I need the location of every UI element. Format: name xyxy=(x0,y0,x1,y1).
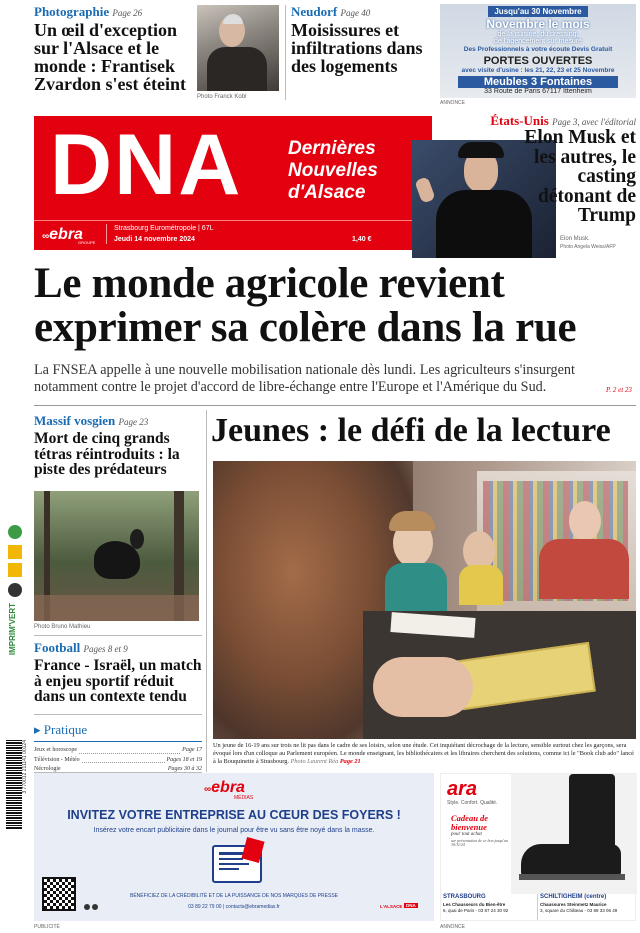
pratique-page: Pages 18 et 19 xyxy=(166,756,202,763)
ara-logo: ara xyxy=(447,778,478,800)
musk-caption: Elon Musk. xyxy=(560,236,590,242)
sticker-icon xyxy=(8,563,22,577)
gift-text: Cadeau de bienvenue pour tout achat sur présentation de ce bon jusqu'au 30/11/24 xyxy=(451,813,508,848)
kicker: Photographie xyxy=(34,4,110,19)
kicker: Massif vosgien xyxy=(34,413,116,428)
title-line: Dernières xyxy=(288,138,376,159)
ebra-logo: ∞ebra xyxy=(42,226,83,243)
football-story[interactable] xyxy=(34,640,202,705)
top-left-story[interactable] xyxy=(34,4,194,93)
page-ref: Page 26 xyxy=(112,8,143,18)
ebra-sub: GROUPE xyxy=(78,240,96,245)
jeunes-headline[interactable]: Jeunes : le défi de la lecture xyxy=(211,412,611,449)
linkedin-icon[interactable] xyxy=(92,904,98,910)
lead-headline[interactable]: Le monde agricole revient exprimer sa colère dans la rue xyxy=(34,260,577,352)
ebra-logo: ∞ebra xyxy=(204,779,245,796)
ad-contact: 03 89 22 79 00 | contacts@ebramedias.fr xyxy=(188,904,280,910)
ad-line: Des Professionnels à votre écoute Devis Gratuit xyxy=(463,46,613,53)
ara-tagline: Style. Confort. Qualité. xyxy=(447,800,498,806)
lead-pages: P. 2 et 23 xyxy=(606,386,632,394)
barcode-number: 3 770012 211141 00124 xyxy=(22,740,28,794)
ad-line: Meubles 3 Fontaines xyxy=(458,76,618,88)
ad-line: Jusqu'au 30 Novembre xyxy=(488,6,588,17)
sticker-icon xyxy=(8,545,22,559)
kicker: Football xyxy=(34,640,81,655)
photo-credit: Photo Franck Kobi xyxy=(197,94,247,100)
ad-line: de la cuisine, du dressing, xyxy=(497,31,579,38)
ad-subtitle: Insérez votre encart publicitaire dans le journal pour être vu sans être noyé dans la masse. xyxy=(93,827,375,834)
boot-photo xyxy=(511,774,637,894)
sidebar-icons xyxy=(8,525,22,725)
facebook-icon[interactable] xyxy=(84,904,90,910)
headline: Moisissures et infiltrations dans des logements xyxy=(291,20,423,76)
logo: DNA xyxy=(50,117,243,213)
pratique-page: Pages 30 à 32 xyxy=(167,766,202,773)
title-line: Nouvelles xyxy=(288,159,378,181)
ad-line: PORTES OUVERTES xyxy=(483,55,593,67)
headline: Un œil d'exception sur l'Alsace et le monde : Frantisek Zvardon s'est éteint xyxy=(34,20,186,94)
pratique-label: Jeux et horoscope xyxy=(34,747,77,753)
ad-tag: ANNONCE xyxy=(440,924,466,930)
ad-line: 33 Route de Paris 67117 Ittenheim xyxy=(484,88,592,95)
ebra-sub: MÉDIAS xyxy=(234,795,254,801)
date: Jeudi 14 novembre 2024 xyxy=(114,236,195,243)
pratique-title: ▸ Pratique xyxy=(34,722,88,737)
ad-line: de l'agencement sur mesure xyxy=(493,38,583,45)
pratique-row[interactable] xyxy=(34,746,202,756)
recycle-mark-icon xyxy=(8,583,22,597)
reading-photo xyxy=(213,461,636,739)
pratique-label: Télévision - Météo xyxy=(34,756,80,763)
ad-tag: PUBLICITÉ xyxy=(34,924,60,930)
kicker: Neudorf xyxy=(291,4,338,19)
ad-line: avec visite d'usine : les 21, 22, 23 et 25 Novembre xyxy=(461,67,615,74)
ebra-ad[interactable] xyxy=(34,773,434,921)
ara-ad[interactable] xyxy=(440,773,636,921)
page-ref: Page 23 xyxy=(118,417,149,427)
photo-credit: Photo Bruno Mathieu xyxy=(34,624,91,630)
musk-headline[interactable]: Elon Musk et les autres, le casting détonant de Trump xyxy=(524,127,636,226)
lead-deck: La FNSEA appelle à une nouvelle mobilisation nationale dès lundi. Les agriculteurs s'insurgent notamment contre le projet d'accord de libre-échange entre l'Europe et l'Amérique du Sud. xyxy=(34,362,575,396)
title-line: d'Alsace xyxy=(288,181,366,203)
brand-dna: DNA xyxy=(406,903,416,908)
store-1: STRASBOURG Les Chausseurs du Bien-être 6, quai de Paris - 03 87 24 30 92 xyxy=(443,894,509,913)
furniture-ad[interactable] xyxy=(440,4,636,98)
photographer-photo xyxy=(197,5,279,91)
edition: Strasbourg Eurométropole | 67L xyxy=(114,225,214,232)
pratique-box xyxy=(34,722,202,775)
page-ref: Page 40 xyxy=(340,8,371,18)
headline: France - Israël, un match à enjeu sportif réduit dans un contexte tendu xyxy=(34,657,202,705)
masthead[interactable] xyxy=(34,116,432,250)
recycle-icon xyxy=(8,525,22,539)
vosgien-story[interactable] xyxy=(34,413,202,478)
top-mid-story[interactable] xyxy=(291,4,436,75)
store-2: SCHILTIGHEIM (centre) Chaussures Steinmetz Maurice 3, square du Château - 03 88 33 06 49 xyxy=(540,894,618,913)
barcode xyxy=(6,740,22,830)
ad-foot: BÉNÉFICIEZ DE LA CRÉDIBILITÉ ET DE LA PUISSANCE DE NOS MARQUES DE PRESSE xyxy=(129,893,339,899)
jeunes-caption: Un jeune de 16-19 ans sur trois ne lit pas dans le cadre de ses loisirs, selon une étude. Cet inquiétant décrochage de la lecture, sensible surtout chez les garçons, sera évoqué lors d'un colloque au Parlement européen. Le monde enseignant, les bibliothécaires et les libraires cherchent des solutions, comme ici le "Book club ado" lancé à la Bouquinette à Strasbourg. Photo Laurent Réa Page 21 xyxy=(213,742,634,766)
imprim-vert: IMPRIM'VERT xyxy=(8,603,17,656)
pratique-page: Page 17 xyxy=(182,747,202,753)
page-ref: Pages 8 et 9 xyxy=(83,644,128,654)
headline: Mort de cinq grands tétras réintroduits : la piste des prédateurs xyxy=(34,430,180,478)
price: 1,40 € xyxy=(352,236,372,243)
musk-credit: Photo Angela Weiss/AFP xyxy=(560,244,616,250)
grouse-photo xyxy=(34,491,199,621)
page-ref: Page 3, avec l'éditorial xyxy=(552,117,636,127)
ad-tag: ANNONCE xyxy=(440,100,466,106)
brand-alsace: L'ALSACE xyxy=(380,904,403,909)
ad-title: INVITEZ VOTRE ENTREPRISE AU CŒUR DES FOYERS ! xyxy=(67,808,401,822)
pratique-row[interactable] xyxy=(34,756,202,766)
ad-line: Novembre le mois xyxy=(486,17,590,31)
kicker: États-Unis xyxy=(490,113,549,128)
pratique-label: Nécrologie xyxy=(34,766,61,773)
